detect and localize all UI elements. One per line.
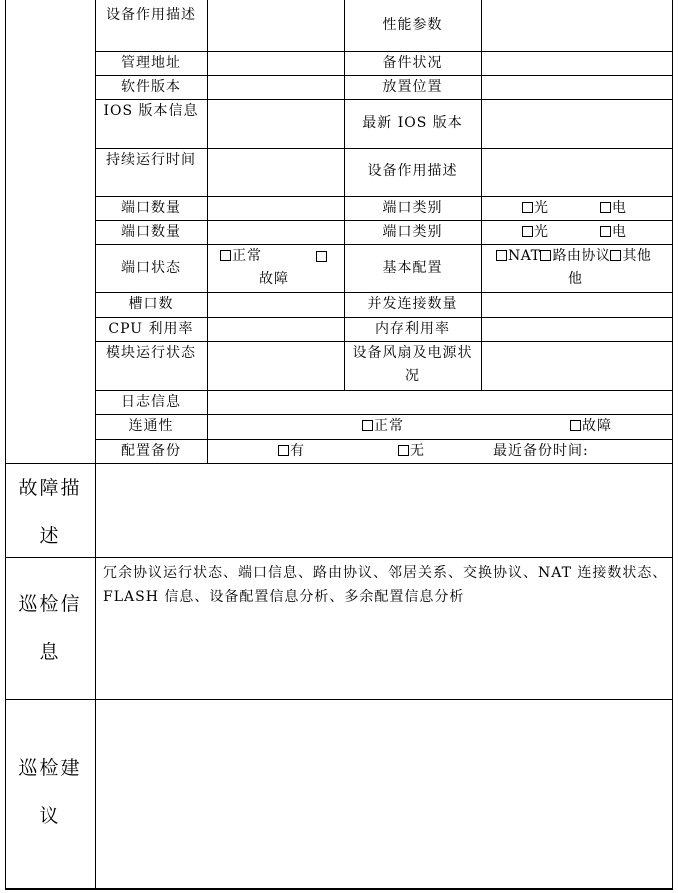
col-divider-4 [481, 0, 482, 390]
section-fault-label: 故障描述 [18, 477, 82, 547]
col-divider-2b [207, 439, 208, 463]
label-port-type-2: 端口类别 [382, 224, 443, 240]
border-left [5, 0, 6, 890]
label-concurrent: 并发连接数量 [367, 296, 458, 312]
checkbox-icon[interactable] [220, 250, 231, 261]
label-port-count-2: 端口数量 [121, 224, 181, 240]
checkbox-icon[interactable] [610, 250, 621, 261]
label-performance: 性能参数 [382, 17, 443, 33]
section-inspect-content: 冗余协议运行状态、端口信息、路由协议、邻居关系、交换协议、NAT 连接数状态、FLASH 信息、设备配置信息分析、多余配置信息分析 [103, 565, 668, 605]
label-basic-config: 基本配置 [382, 260, 443, 276]
label-log-info: 日志信息 [121, 394, 181, 410]
config-other-wrap: 他 [568, 271, 583, 287]
label-device-purpose-2: 设备作用描述 [367, 163, 458, 179]
label-config-backup: 配置备份 [121, 443, 181, 459]
label-device-purpose: 设备作用描述 [106, 7, 196, 23]
label-cpu: CPU 利用率 [108, 321, 194, 337]
option-normal[interactable]: 正常 [220, 245, 262, 268]
label-port-type: 端口类别 [382, 200, 443, 216]
checkbox-icon[interactable] [600, 202, 611, 213]
border-right [672, 0, 673, 890]
option-optical[interactable]: 光 [522, 197, 549, 220]
label-ios-version: IOS 版本信息 [103, 103, 199, 119]
label-slots: 槽口数 [128, 296, 174, 312]
label-recent-backup: 最近备份时间: [493, 443, 589, 459]
col-divider-2 [207, 0, 208, 390]
checkbox-icon[interactable] [316, 251, 327, 262]
checkbox-icon[interactable] [540, 250, 551, 261]
label-software-version: 软件版本 [121, 79, 181, 95]
label-module-status: 模块运行状态 [106, 345, 196, 361]
label-memory: 内存利用率 [375, 321, 450, 337]
config-options[interactable]: NAT 路由协议 其他 [496, 245, 651, 268]
checkbox-icon[interactable] [570, 420, 581, 431]
option-optical-2[interactable]: 光 [522, 221, 549, 244]
option-backup-no[interactable]: 无 [398, 440, 425, 463]
label-port-count: 端口数量 [121, 200, 181, 216]
label-connectivity: 连通性 [128, 418, 174, 434]
label-uptime: 持续运行时间 [106, 152, 196, 168]
checkbox-icon[interactable] [278, 445, 289, 456]
label-latest-ios: 最新 IOS 版本 [362, 115, 463, 131]
checkbox-icon[interactable] [522, 226, 533, 237]
checkbox-icon[interactable] [600, 226, 611, 237]
option-electric-2[interactable]: 电 [600, 221, 627, 244]
label-fan-power: 设备风扇及电源状况 [352, 345, 473, 384]
checkbox-icon[interactable] [362, 420, 373, 431]
label-location: 放置位置 [382, 79, 443, 95]
option-electric[interactable]: 电 [600, 197, 627, 220]
checkbox-icon[interactable] [398, 445, 409, 456]
section-advice-label: 巡检建议 [18, 757, 82, 827]
checkbox-icon[interactable] [496, 250, 507, 261]
label-mgmt-address: 管理地址 [121, 55, 181, 71]
option-conn-fault[interactable]: 故障 [570, 415, 612, 438]
label-spare-status: 备件状况 [382, 55, 443, 71]
section-inspect-label: 巡检信息 [18, 593, 82, 663]
label-port-status: 端口状态 [121, 260, 181, 276]
checkbox-icon[interactable] [522, 202, 533, 213]
option-backup-yes[interactable]: 有 [278, 440, 305, 463]
option-fault-label: 故障 [259, 271, 289, 287]
option-conn-normal[interactable]: 正常 [362, 415, 404, 438]
